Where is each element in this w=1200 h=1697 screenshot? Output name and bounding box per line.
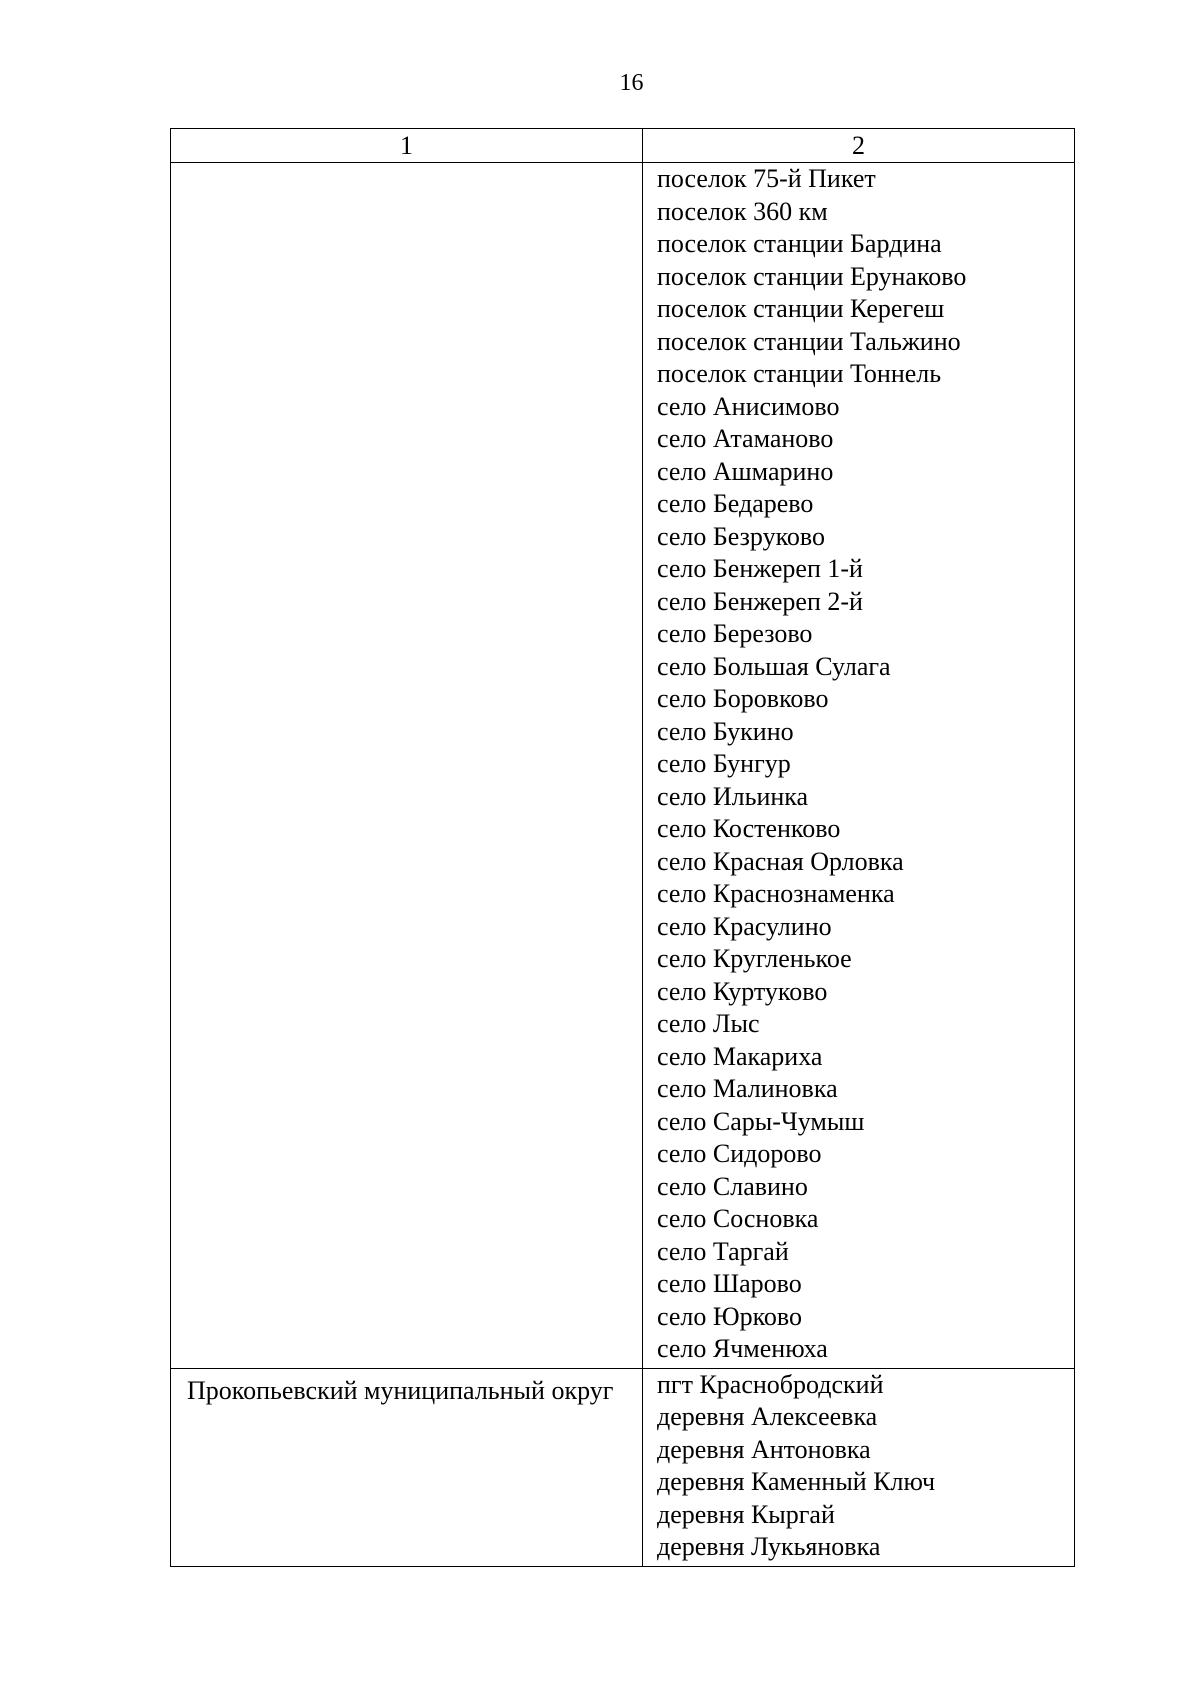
settlement-item: село Анисимово — [657, 391, 840, 421]
settlement-item: пгт Краснобродский — [657, 1369, 884, 1399]
settlement-item: село Атаманово — [657, 424, 834, 453]
settlement-item: деревня Алексеевка — [657, 1402, 878, 1431]
settlement-item: деревня Лукьяновка — [657, 1532, 881, 1561]
settlement-item: село Костенково — [657, 814, 841, 843]
settlement-item: село Кругленькое — [657, 944, 852, 973]
settlement-item: поселок станции Тальжино — [657, 326, 961, 356]
settlement-item: село Ячменюха — [657, 1334, 828, 1363]
settlement-item: село Бенжереп 1-й — [657, 554, 863, 583]
table-row — [171, 163, 1075, 1369]
table-header-row — [171, 129, 1075, 163]
settlement-item: село Бунгур — [657, 749, 791, 778]
page-number: 16 — [619, 70, 644, 96]
settlement-item: село Бедарево — [657, 489, 814, 518]
settlement-item: село Боровково — [657, 684, 829, 713]
settlement-item: поселок станции Бардина — [657, 229, 942, 258]
settlement-item: поселок станции Керегеш — [657, 294, 945, 323]
settlement-item: село Большая Сулага — [657, 651, 891, 681]
settlement-item: село Ильинка — [657, 781, 809, 811]
settlement-item: деревня Каменный Ключ — [657, 1467, 936, 1496]
settlement-item: село Красная Орловка — [657, 846, 904, 876]
settlement-item: село Ашмарино — [657, 456, 834, 486]
settlement-item: село Бенжереп 2-й — [657, 586, 863, 616]
table-row — [171, 1368, 1075, 1566]
settlement-item: село Березово — [657, 619, 813, 648]
settlement-item: село Таргай — [657, 1236, 789, 1266]
settlement-item: деревня Кыргай — [657, 1499, 835, 1529]
settlement-item: село Букино — [657, 716, 794, 746]
settlement-item: село Сары-Чумыш — [657, 1106, 865, 1136]
settlements-cell — [643, 1368, 1075, 1566]
column-header-2: 2 — [643, 129, 1075, 163]
settlement-item: село Безруково — [657, 521, 825, 551]
settlements-table — [170, 128, 1075, 1567]
settlement-item: село Лыс — [657, 1009, 760, 1038]
settlement-item: поселок станции Ерунаково — [657, 261, 967, 291]
settlement-item: поселок 75-й Пикет — [657, 164, 876, 193]
settlement-item: деревня Антоновка — [657, 1434, 871, 1464]
column-header-1: 1 — [171, 129, 643, 163]
settlement-item: село Малиновка — [657, 1074, 838, 1103]
settlements-cell — [643, 163, 1075, 1369]
settlement-item: поселок 360 км — [657, 196, 828, 226]
settlement-item: село Сосновка — [657, 1204, 819, 1233]
settlement-item: село Юрково — [657, 1301, 803, 1331]
settlement-item: село Шарово — [657, 1269, 802, 1298]
settlement-item: село Красулино — [657, 911, 832, 941]
settlement-item: село Макариха — [657, 1041, 823, 1071]
settlement-item: село Краснознаменка — [657, 879, 895, 908]
settlement-item: село Славино — [657, 1171, 808, 1201]
table-body — [171, 163, 1075, 1567]
settlement-item: село Куртуково — [657, 976, 828, 1006]
settlement-item: поселок станции Тоннель — [657, 359, 942, 388]
district-cell — [171, 163, 643, 1369]
district-cell: Прокопьевский муниципальный округ — [171, 1368, 643, 1566]
settlement-item: село Сидорово — [657, 1139, 822, 1168]
